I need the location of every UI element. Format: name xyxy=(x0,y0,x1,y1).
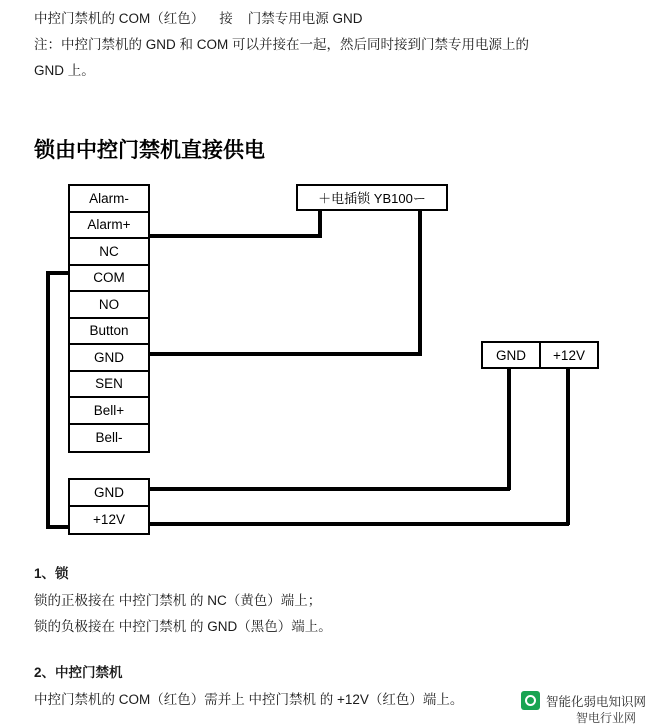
note-line-1: 中控门禁机的 COM（红色） 接 门禁专用电源 GND xyxy=(34,11,363,26)
section-2-line-1: 中控门禁机的 COM（红色）需并上 中控门禁机 的 +12V（红色）端上。 xyxy=(34,692,464,707)
terminal-pin: NO xyxy=(70,292,148,319)
terminal-pin: Alarm+ xyxy=(70,213,148,240)
terminal-pin: NC xyxy=(70,239,148,266)
terminal-pin: Button xyxy=(70,319,148,346)
terminal-pin: Alarm- xyxy=(70,186,148,213)
terminal-pin: COM xyxy=(70,266,148,293)
supply-cell-12v: +12V xyxy=(553,347,585,363)
section-1-title: 1、锁 xyxy=(34,566,69,581)
section-1-line-2: 锁的负极接在 中控门禁机 的 GND（黑色）端上。 xyxy=(34,619,332,634)
watermark-subtext: 智电行业网 xyxy=(575,711,636,725)
terminal-pin: Bell- xyxy=(70,425,148,452)
power-pin-gnd: GND xyxy=(70,480,148,507)
wire-lock-left-vertical xyxy=(318,211,322,237)
supply-cell-gnd: GND xyxy=(483,343,541,367)
electric-lock-box: ＋电插锁 YB100ー xyxy=(296,184,448,211)
wire-supply-12v-vertical xyxy=(566,367,570,525)
power-pin-12v: +12V xyxy=(70,507,148,534)
wire-supply-gnd-vertical xyxy=(507,367,511,490)
section-heading: 锁由中控门禁机直接供电 xyxy=(34,139,265,162)
power-supply-box xyxy=(481,341,599,369)
wire-lock-right-vertical xyxy=(418,211,422,355)
power-terminal-block xyxy=(68,478,150,535)
wire-nc-to-lock-horizontal xyxy=(150,234,322,238)
note-line-3: GND 上。 xyxy=(34,63,95,78)
terminal-block xyxy=(68,184,150,453)
terminal-pin: SEN xyxy=(70,372,148,399)
terminal-pin: Bell+ xyxy=(70,398,148,425)
note-line-2: 注：中控门禁机的 GND 和 COM 可以并接在一起，然后同时接到门禁专用电源上的 xyxy=(34,37,529,52)
watermark-text: 智能化弱电知识网 xyxy=(545,694,646,709)
wire-com-vertical xyxy=(46,271,50,529)
section-1-line-1: 锁的正极接在 中控门禁机 的 NC（黄色）端上； xyxy=(34,593,322,608)
section-2-title: 2、中控门禁机 xyxy=(34,665,123,680)
wire-supply-gnd-horizontal xyxy=(148,487,510,491)
wire-supply-12v-horizontal xyxy=(148,522,569,526)
watermark xyxy=(521,691,646,725)
brand-logo-icon xyxy=(521,691,540,710)
wire-lock-to-gnd-horizontal xyxy=(150,352,422,356)
terminal-pin: GND xyxy=(70,345,148,372)
